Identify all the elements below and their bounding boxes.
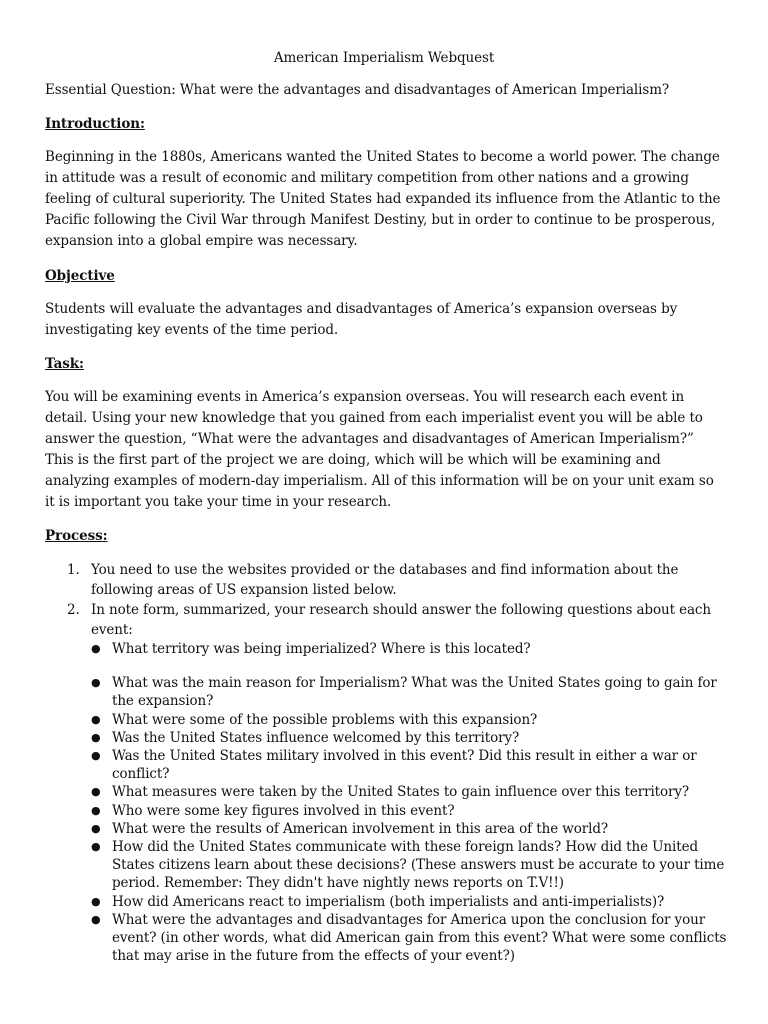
- step-text: You need to use the websites provided or the databases and find information about the following areas of US expansion listed below.: [91, 562, 679, 598]
- list-item: [91, 640, 735, 658]
- objective-heading: Objective: [45, 268, 115, 284]
- introduction-text: Beginning in the 1880s, Americans wanted the United States to become a world power. The change in attitude was a result of economic and military competition from other nations and a growing feeling of cultural superiority. The United States had expanded its influence from the Atlantic to the Pacific following the Civil War through Manifest Destiny, but in order to continue to be prosperous, expansion into a global empire was necessary.: [45, 149, 721, 249]
- process-steps: [45, 560, 735, 965]
- question-text: What were some of the possible problems with this expansion?: [112, 711, 538, 728]
- page-title: American Imperialism Webquest: [273, 50, 495, 66]
- bullet-icon: ●: [91, 894, 101, 908]
- list-item: [91, 893, 735, 911]
- question-list: [91, 640, 735, 965]
- list-item: [91, 747, 735, 783]
- bullet-icon: ●: [91, 749, 101, 763]
- bullet-icon: ●: [91, 676, 101, 690]
- question-text: How did the United States communicate with these foreign lands? How did the United States citizens learn about these decisions? (These answers must be accurate to your time period. Remember: They didn't have nightly news reports on T.V!!): [112, 839, 725, 892]
- introduction-heading: Introduction:: [45, 116, 145, 132]
- process-heading: Process:: [45, 528, 108, 544]
- list-item: [91, 674, 735, 710]
- bullet-icon: ●: [91, 712, 101, 726]
- list-item: [91, 802, 735, 820]
- bullet-icon: ●: [91, 840, 101, 854]
- question-text: What were the results of American involvement in this area of the world?: [112, 820, 609, 837]
- list-item: [91, 729, 735, 747]
- bullet-icon: ●: [91, 821, 101, 835]
- bullet-icon: ●: [91, 803, 101, 817]
- question-text: Who were some key figures involved in this event?: [112, 802, 455, 819]
- list-item: [91, 820, 735, 838]
- objective-text: Students will evaluate the advantages and disadvantages of America’s expansion overseas by investigating key events of the time period.: [45, 301, 678, 338]
- essential-question: Essential Question: What were the advantages and disadvantages of American Imperialism?: [45, 82, 670, 98]
- task-heading: Task:: [45, 356, 84, 372]
- question-text: What measures were taken by the United States to gain influence over this territory?: [112, 784, 690, 801]
- bullet-icon: ●: [91, 912, 101, 926]
- question-text: What territory was being imperialized? Where is this located?: [112, 641, 531, 657]
- step-number: 1.: [67, 562, 80, 578]
- question-text: Was the United States influence welcomed by this territory?: [112, 729, 520, 746]
- list-item: [91, 838, 735, 893]
- question-text: Was the United States military involved in this event? Did this result in either a war or conflict?: [112, 748, 697, 783]
- question-text: What was the main reason for Imperialism? What was the United States going to gain for the expansion?: [112, 675, 717, 710]
- step-text: In note form, summarized, your research should answer the following questions about each event:: [91, 602, 711, 638]
- task-text: You will be examining events in America’s expansion overseas. You will research each event in detail. Using your new knowledge that you gained from each imperialist event you will be able to answer the question, “What were the advantages and disadvantages of American Imperialism?” This is the first part of the project we are doing, which will be which will be examining and analyzing examples of modern-day imperialism. All of this information will be on your unit exam so it is important you take your time in your research.: [45, 389, 714, 510]
- question-text: What were the advantages and disadvantages for America upon the conclusion for your event? (in other words, what did American gain from this event? What were some conflicts that may arise in the future from the effects of your event?): [112, 911, 727, 965]
- list-item: [91, 783, 735, 801]
- bullet-icon: ●: [91, 785, 101, 799]
- bullet-icon: ●: [91, 730, 101, 744]
- bullet-icon: ●: [91, 642, 101, 655]
- step-number: 2.: [67, 602, 80, 618]
- list-item: [45, 600, 735, 965]
- list-item: [45, 560, 735, 600]
- question-text: How did Americans react to imperialism (both imperialists and anti-imperialists)?: [112, 893, 665, 910]
- list-item: [91, 911, 735, 966]
- list-item: [91, 711, 735, 729]
